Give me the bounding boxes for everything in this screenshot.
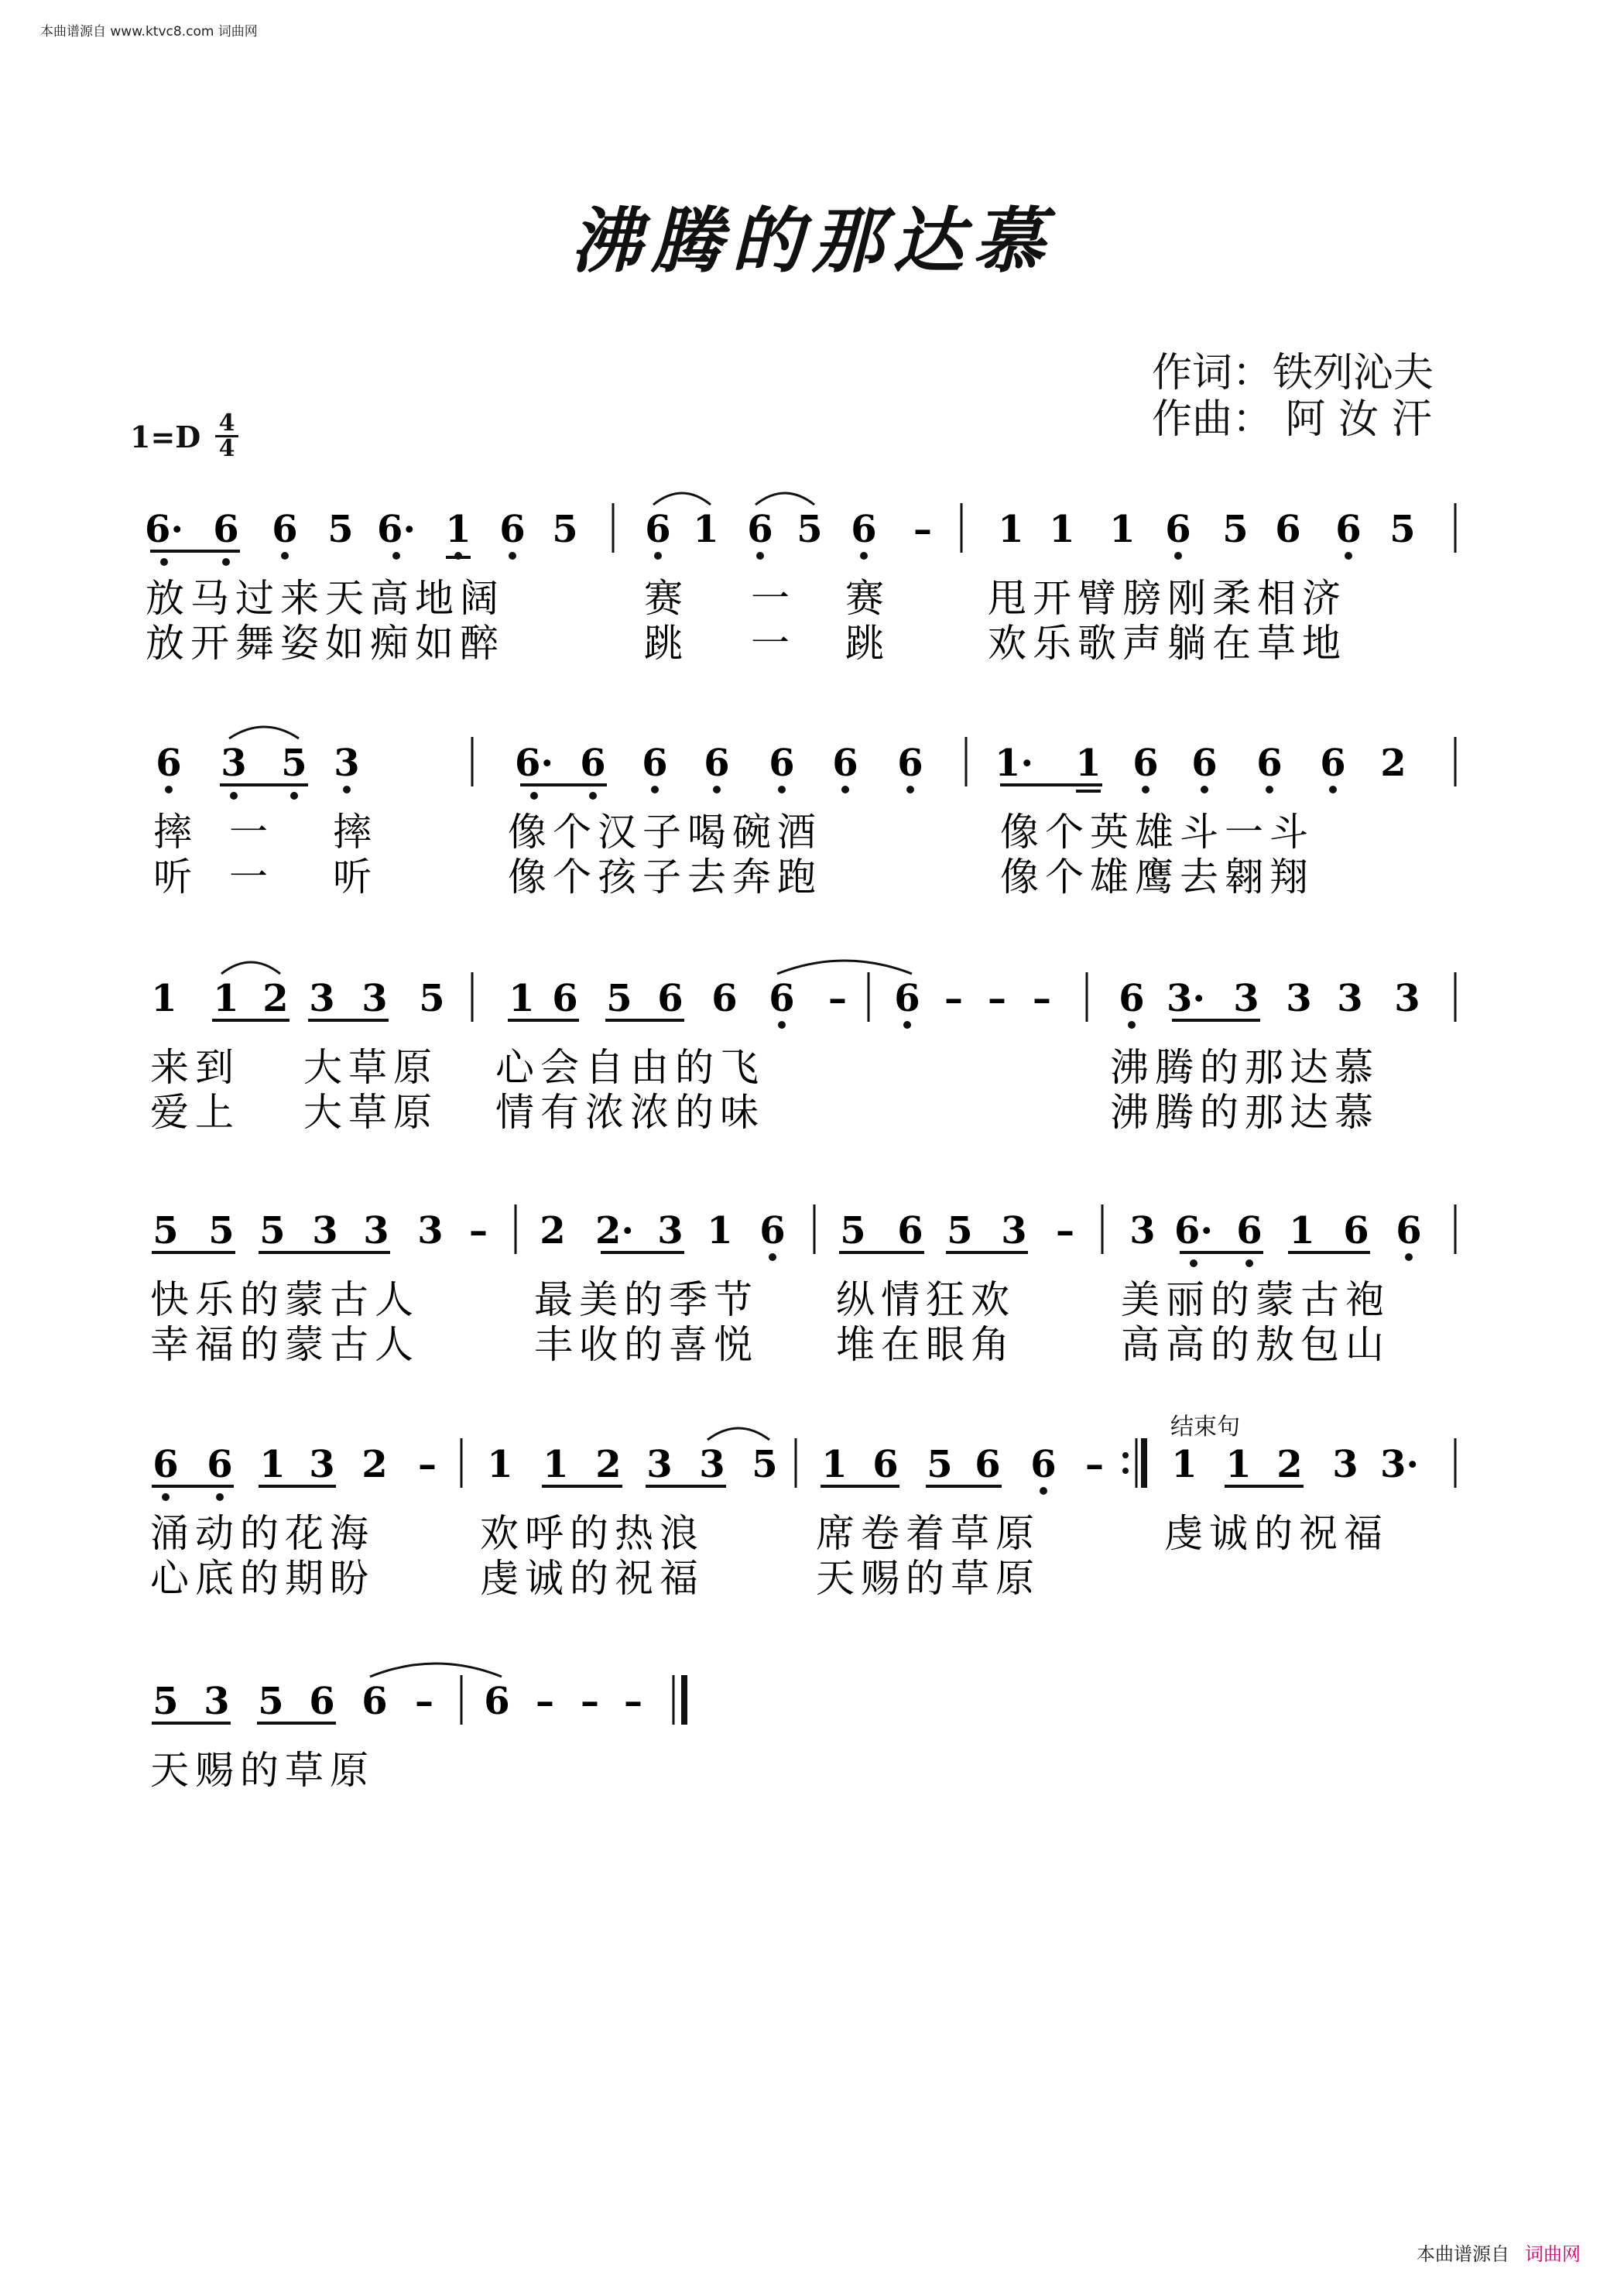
lyric-verse2: 幸福的蒙古人 <box>150 1322 420 1367</box>
note: 6 <box>832 742 858 785</box>
note: 1 <box>487 1443 513 1486</box>
note: 3 <box>1337 977 1363 1020</box>
lyric-verse1: 沸腾的那达慕 <box>1110 1045 1379 1090</box>
note: 6· <box>514 742 554 785</box>
note: 6 <box>747 508 773 551</box>
note: 6 <box>769 977 795 1020</box>
octave-dot <box>1174 552 1182 560</box>
octave-dot <box>1142 786 1149 793</box>
footer-source-text: 本曲谱源自 <box>1417 2243 1509 2265</box>
note: 5 <box>606 977 632 1020</box>
note: 5 <box>208 1209 235 1252</box>
tie <box>777 961 912 974</box>
octave-dot <box>654 552 662 560</box>
lyric-verse1: 天赐的草原 <box>150 1748 375 1793</box>
note: 6 <box>580 742 606 785</box>
lyric-verse1: 纵情狂欢 <box>836 1277 1016 1322</box>
note: – <box>988 977 1006 1020</box>
lyric-verse2: 一 <box>751 621 796 666</box>
note: 1 <box>693 508 719 551</box>
note: 6 <box>975 1443 1001 1486</box>
lyric-verse1: 摔 <box>153 810 198 855</box>
lyric-verse1: 放马过来天高地阔 <box>146 576 505 621</box>
note: – <box>1056 1209 1074 1252</box>
octave-dot <box>1040 1487 1047 1495</box>
note: 3 <box>361 977 388 1020</box>
note: 2 <box>595 1443 622 1486</box>
octave-dot <box>216 1493 224 1501</box>
note: 6 <box>1343 1209 1369 1252</box>
lyric-verse2: 高高的敖包山 <box>1121 1322 1390 1367</box>
note: 3 <box>417 1209 444 1252</box>
lyric-verse2: 一 <box>229 855 274 899</box>
note: 6 <box>499 508 526 551</box>
note: 6 <box>872 1443 899 1486</box>
note: – <box>469 1209 488 1252</box>
slur <box>755 493 814 505</box>
note: 5 <box>327 508 354 551</box>
lyric-verse2: 情有浓浓的味 <box>495 1090 765 1135</box>
note: – <box>581 1680 599 1723</box>
octave-dot <box>392 552 400 560</box>
note: 1 <box>509 977 535 1020</box>
note: 2 <box>1276 1443 1303 1486</box>
lyric-verse1: 来到 <box>150 1045 240 1090</box>
lyric-verse1: 心会自由的飞 <box>495 1045 765 1090</box>
note: 5 <box>152 1209 179 1252</box>
note: 1 <box>998 508 1024 551</box>
octave-dot <box>841 786 849 793</box>
lyric-verse1: 一 <box>751 576 796 621</box>
lyric-verse2: 爱上 <box>150 1090 240 1135</box>
note: 3 <box>646 1443 673 1486</box>
note: 3 <box>204 1680 230 1723</box>
octave-dot <box>769 1253 776 1261</box>
note: 6 <box>552 977 578 1020</box>
lyric-verse2: 跳 <box>644 621 689 666</box>
octave-dot <box>1190 1259 1197 1267</box>
octave-dot <box>1345 552 1352 560</box>
note: 1 <box>1171 1443 1197 1486</box>
note: 5 <box>797 508 823 551</box>
lyric-verse2: 大草原 <box>303 1090 438 1135</box>
note: 6 <box>1335 508 1362 551</box>
lyric-verse1: 赛 <box>644 576 689 621</box>
octave-dot <box>589 792 597 800</box>
octave-dot <box>1201 786 1208 793</box>
note: – <box>1085 1443 1104 1486</box>
lyric-verse1: 像个英雄斗一斗 <box>1000 810 1314 855</box>
note: 5 <box>281 742 307 785</box>
note: 3· <box>1379 1443 1420 1486</box>
octave-dot <box>778 786 786 793</box>
note: 5 <box>152 1680 179 1723</box>
slur <box>653 493 711 505</box>
note: 6 <box>897 742 923 785</box>
footer-brand-link[interactable]: 词曲网 <box>1525 2243 1581 2265</box>
note: 3 <box>363 1209 389 1252</box>
slur <box>708 1428 769 1440</box>
note: 5 <box>840 1209 866 1252</box>
note: 6 <box>207 1443 233 1486</box>
octave-dot <box>343 786 351 793</box>
note: 3 <box>334 742 360 785</box>
note: 6 <box>309 1680 335 1723</box>
note: 3 <box>699 1443 725 1486</box>
note: 3 <box>1332 1443 1358 1486</box>
lyric-verse2: 丰收的喜悦 <box>534 1322 759 1367</box>
repeat-dot <box>1122 1452 1129 1458</box>
note: 6 <box>851 508 877 551</box>
note: 6 <box>484 1680 510 1723</box>
note: 5 <box>258 1680 284 1723</box>
note: 5 <box>1389 508 1416 551</box>
lyric-verse1: 美丽的蒙古袍 <box>1121 1277 1390 1322</box>
note: 6 <box>361 1680 388 1723</box>
note: – <box>1033 977 1051 1020</box>
note: 6 <box>642 742 668 785</box>
note: 6· <box>376 508 416 551</box>
octave-dot <box>1405 1253 1413 1261</box>
lyric-verse1: 摔 <box>333 810 378 855</box>
note: 6 <box>759 1209 786 1252</box>
note: 3· <box>1166 977 1206 1020</box>
note: 3 <box>1394 977 1420 1020</box>
score-marks <box>145 493 1455 1793</box>
lyric-verse2: 沸腾的那达慕 <box>1110 1090 1379 1135</box>
lyric-verse2: 像个孩子去奔跑 <box>508 855 822 899</box>
time-signature <box>215 409 238 462</box>
note: 5 <box>752 1443 778 1486</box>
composer-line: 作曲： 阿 汝 汗 <box>1152 396 1432 443</box>
lyric-verse1: 一 <box>229 810 274 855</box>
header-source-text[interactable]: 本曲谱源自 www.ktvc8.com 词曲网 <box>40 24 258 39</box>
note: 6 <box>213 508 239 551</box>
octave-dot <box>1245 1259 1253 1267</box>
song-title: 沸腾的那达慕 <box>570 199 1054 283</box>
note: 3 <box>1129 1209 1156 1252</box>
lyric-verse2: 天赐的草原 <box>816 1556 1040 1601</box>
note: 6 <box>1119 977 1145 1020</box>
lyric-verse2: 放开舞姿如痴如醉 <box>146 621 505 666</box>
note: 6 <box>897 1209 923 1252</box>
note: 6 <box>1320 742 1346 785</box>
note: 6 <box>1132 742 1159 785</box>
lyric-verse2: 欢乐歌声躺在草地 <box>988 621 1347 666</box>
octave-dot <box>165 786 173 793</box>
note: 3 <box>1001 1209 1027 1252</box>
note: 3 <box>657 1209 684 1252</box>
note: 1 <box>213 977 239 1020</box>
lyricist-line: 作词：铁列沁夫 <box>1152 350 1434 396</box>
note: 2 <box>540 1209 566 1252</box>
lyric-verse2: 心底的期盼 <box>150 1556 375 1601</box>
octave-dot <box>222 558 230 566</box>
note: – <box>913 508 932 551</box>
note: 2 <box>262 977 289 1020</box>
note: 2 <box>361 1443 388 1486</box>
note: 6 <box>1396 1209 1422 1252</box>
lyric-verse2: 像个雄鹰去翱翔 <box>1000 855 1314 899</box>
note: 6 <box>272 508 298 551</box>
note: 1 <box>445 508 471 551</box>
note: 6 <box>1275 508 1301 551</box>
lyric-verse1: 甩开臂膀刚柔相济 <box>988 576 1347 621</box>
note: 3 <box>1286 977 1312 1020</box>
note: 6 <box>894 977 920 1020</box>
note: 6 <box>1191 742 1218 785</box>
note: – <box>624 1680 642 1723</box>
key-signature: 1=D <box>130 420 201 454</box>
note: 5 <box>1222 508 1249 551</box>
note: – <box>536 1680 554 1723</box>
octave-dot <box>281 552 289 560</box>
note: 1· <box>994 742 1034 785</box>
note: 1 <box>707 1209 733 1252</box>
octave-dot <box>230 792 238 800</box>
note: 6 <box>152 1443 179 1486</box>
lyric-verse2: 听 <box>153 855 198 899</box>
octave-dot <box>1329 786 1337 793</box>
note: 6 <box>645 508 671 551</box>
note: 5 <box>259 1209 286 1252</box>
note: 6 <box>657 977 684 1020</box>
lyric-verse1: 席卷着草原 <box>816 1511 1040 1556</box>
lyric-verse1: 像个汉子喝碗酒 <box>508 810 822 855</box>
note: 1 <box>151 977 177 1020</box>
note: 3 <box>221 742 247 785</box>
note: 3 <box>309 977 335 1020</box>
octave-dot <box>1128 1021 1136 1029</box>
note: 6· <box>144 508 184 551</box>
octave-dot <box>160 558 168 566</box>
lyric-verse1: 涌动的花海 <box>150 1511 375 1556</box>
note: 1 <box>1225 1443 1252 1486</box>
octave-dot <box>290 792 298 800</box>
octave-dot <box>860 552 868 560</box>
note: – <box>944 977 963 1020</box>
octave-dot <box>713 786 721 793</box>
note: 6 <box>769 742 795 785</box>
lyric-verse2: 跳 <box>845 621 890 666</box>
note: 2· <box>594 1209 635 1252</box>
octave-dot <box>651 786 659 793</box>
note: 6· <box>1173 1209 1214 1252</box>
octave-dot <box>509 552 516 560</box>
note: 1 <box>1109 508 1136 551</box>
time-denominator: 4 <box>215 435 238 461</box>
note: 1 <box>1289 1209 1315 1252</box>
octave-dot <box>1266 786 1273 793</box>
note: 5 <box>947 1209 973 1252</box>
lyric-verse1: 大草原 <box>303 1045 438 1090</box>
note: 6 <box>1030 1443 1057 1486</box>
note: 6 <box>711 977 738 1020</box>
note: 6 <box>1165 508 1191 551</box>
note: 1 <box>1075 742 1102 785</box>
note: 2 <box>1380 742 1406 785</box>
repeat-dot <box>1122 1468 1129 1474</box>
note: 1 <box>1049 508 1075 551</box>
lyric-verse1: 快乐的蒙古人 <box>150 1277 420 1322</box>
lyric-verse1: 赛 <box>845 576 890 621</box>
note: 6 <box>1236 1209 1263 1252</box>
note: 3 <box>1233 977 1259 1020</box>
note: 3 <box>312 1209 338 1252</box>
lyric-verse2: 听 <box>333 855 378 899</box>
lyric-verse1: 虔诚的祝福 <box>1164 1511 1389 1556</box>
octave-dot <box>162 1493 170 1501</box>
note: 1 <box>259 1443 286 1486</box>
note: 6 <box>1256 742 1283 785</box>
note: 1 <box>543 1443 569 1486</box>
note: – <box>415 1680 433 1723</box>
note: 6 <box>156 742 182 785</box>
note: 6 <box>704 742 730 785</box>
slur <box>229 727 299 738</box>
credits <box>1152 350 1434 443</box>
lyric-verse2: 虔诚的祝福 <box>480 1556 704 1601</box>
octave-dot <box>906 786 914 793</box>
note: 1 <box>821 1443 848 1486</box>
note: 5 <box>927 1443 953 1486</box>
lyric-verse1: 最美的季节 <box>534 1277 759 1322</box>
tie <box>370 1664 502 1677</box>
lyric-verse1: 欢呼的热浪 <box>480 1511 704 1556</box>
note: – <box>418 1443 437 1486</box>
octave-dot <box>530 792 538 800</box>
ending-label: 结束句 <box>1170 1413 1240 1441</box>
octave-dot <box>756 552 764 560</box>
note: 5 <box>552 508 578 551</box>
octave-dot <box>778 1021 786 1029</box>
octave-dot <box>903 1021 911 1029</box>
lyric-verse2: 堆在眼角 <box>836 1322 1016 1367</box>
slur <box>221 962 280 974</box>
time-numerator: 4 <box>218 409 235 437</box>
note: – <box>828 977 847 1020</box>
note: 3 <box>309 1443 335 1486</box>
note: 5 <box>419 977 445 1020</box>
